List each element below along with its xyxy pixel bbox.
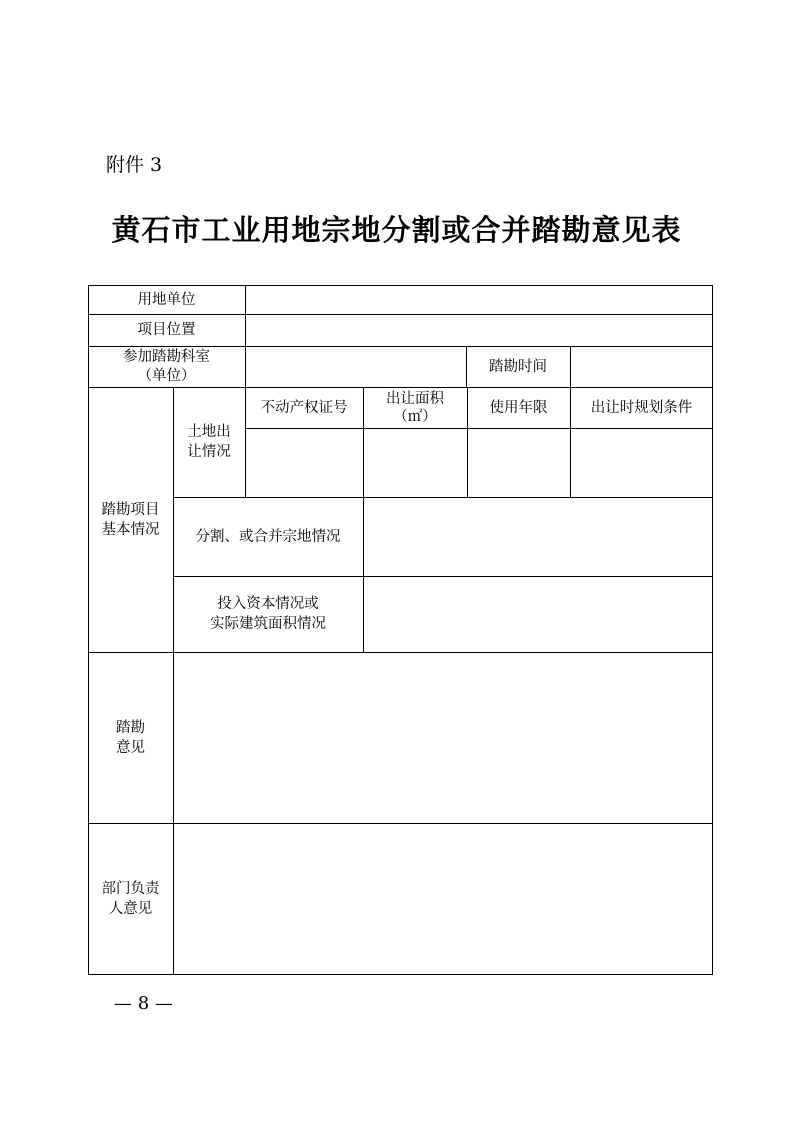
project-location-label: 项目位置 (137, 322, 196, 338)
land-unit-field[interactable] (246, 286, 712, 314)
dept-head-opinion-field[interactable] (174, 824, 712, 974)
survey-time-label: 踏勘时间 (489, 358, 547, 375)
split-merge-label: 分割、或合并宗地情况 (195, 528, 341, 545)
land-unit-label: 用地单位 (137, 291, 196, 308)
investment-field[interactable] (364, 577, 712, 652)
project-location-field[interactable] (246, 315, 712, 346)
use-years-field[interactable] (468, 429, 570, 497)
attachment-label: 附件 3 (106, 154, 163, 176)
dept-head-opinion-label: 部门负责 人意见 (101, 880, 160, 917)
transfer-area-field[interactable] (364, 429, 467, 497)
cert-no-header: 不动产权证号 (260, 399, 348, 416)
transfer-area-header: 出让面积 （㎡） (386, 390, 444, 425)
cert-no-field[interactable] (246, 429, 363, 497)
survey-dept-label: 参加踏勘科室 （单位） (123, 348, 210, 384)
survey-basic-label: 踏勘项目 基本情况 (101, 501, 160, 538)
use-years-header: 使用年限 (489, 399, 548, 416)
planning-conditions-header: 出让时规划条件 (590, 399, 693, 416)
rule (88, 974, 713, 975)
form-title: 黄石市工业用地宗地分割或合并踏勘意见表 (111, 213, 682, 247)
survey-time-field[interactable] (571, 347, 712, 387)
survey-opinion-field[interactable] (174, 653, 712, 823)
survey-form-table (88, 285, 713, 975)
investment-label: 投入资本情况或 实际建筑面积情况 (210, 596, 326, 632)
planning-conditions-field[interactable] (571, 429, 712, 497)
land-transfer-label: 土地出 让情况 (187, 424, 231, 460)
page-number: — 8 — (114, 993, 173, 1014)
split-merge-field[interactable] (364, 498, 712, 576)
survey-opinion-label: 踏勘 意见 (116, 719, 145, 756)
survey-dept-field[interactable] (246, 347, 466, 387)
